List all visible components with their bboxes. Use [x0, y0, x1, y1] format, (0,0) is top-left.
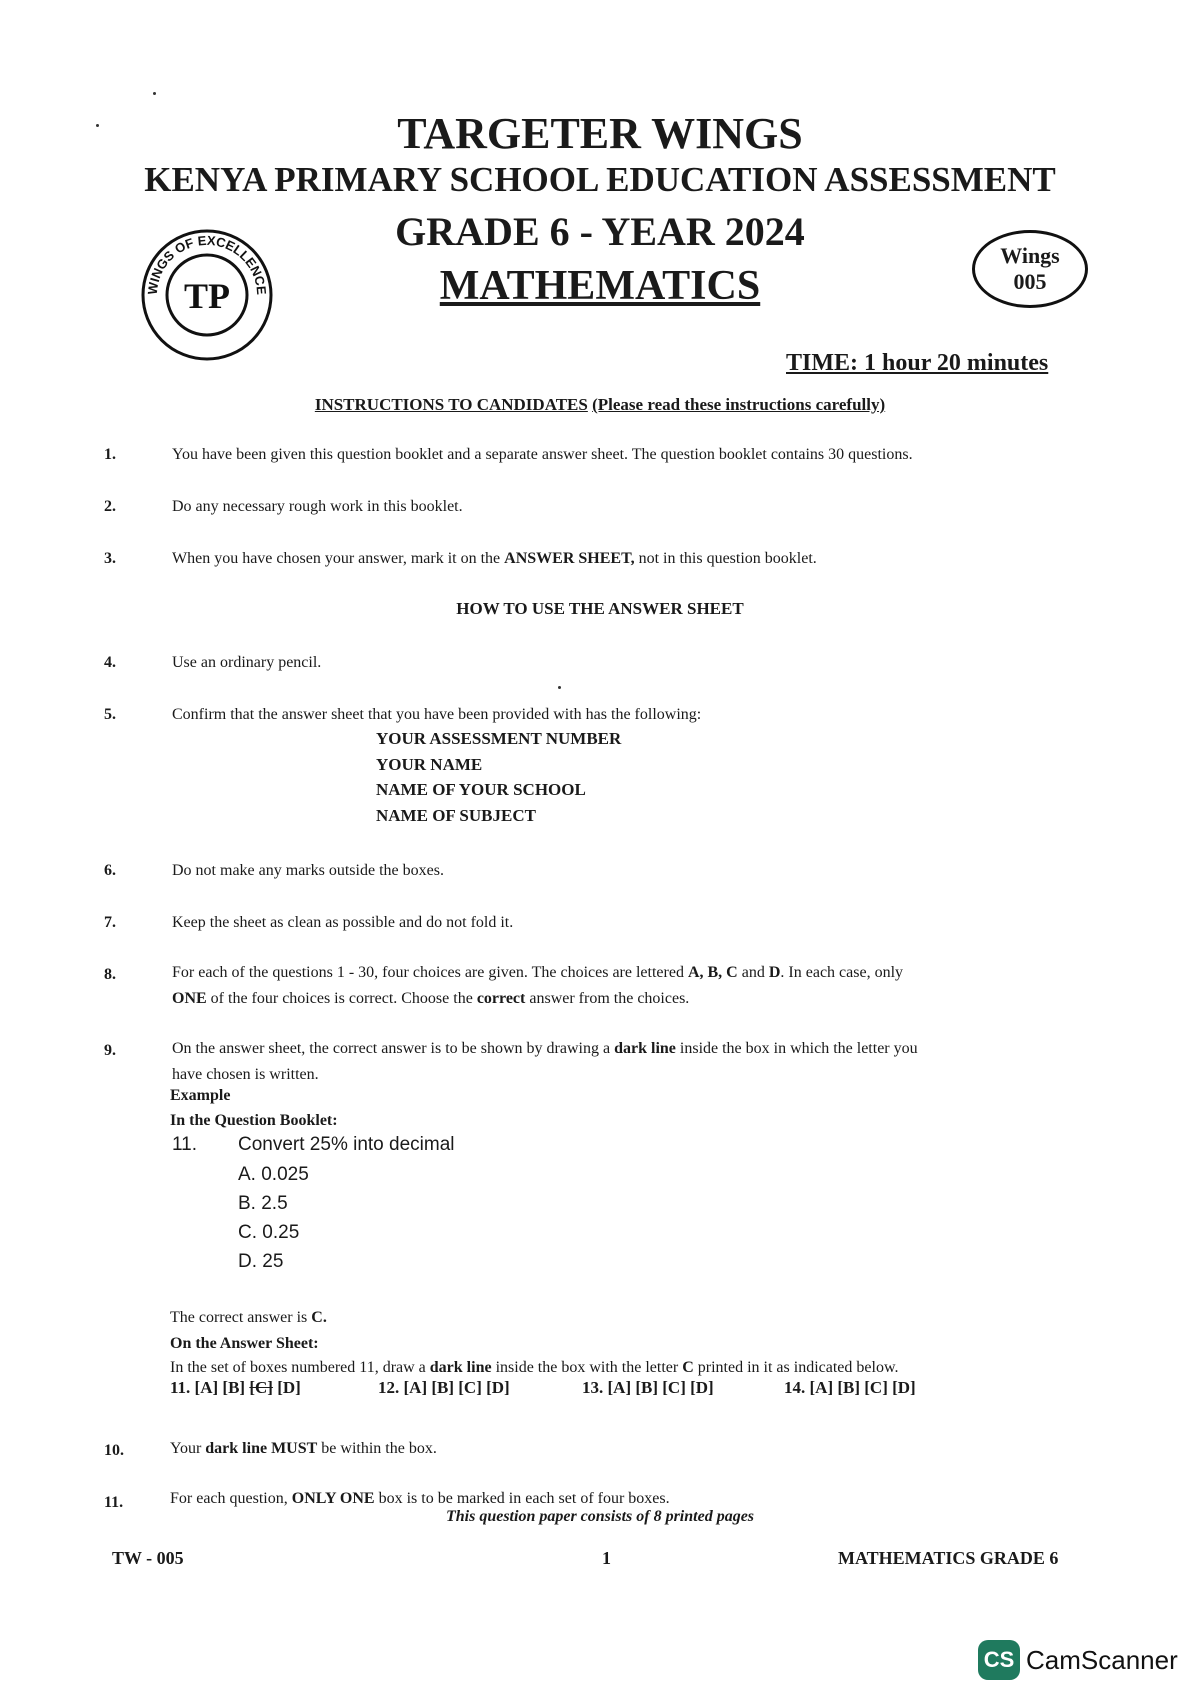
- stamp-line-1: Wings: [1000, 243, 1060, 268]
- checklist-item: NAME OF SUBJECT: [376, 805, 536, 825]
- example-option: A. 0.025: [238, 1164, 309, 1185]
- example-option: C. 0.25: [238, 1222, 300, 1243]
- item-number: 3.: [104, 550, 116, 567]
- item-number: 2.: [104, 498, 116, 515]
- item-number: 9.: [104, 1042, 116, 1059]
- instruction-text: On the answer sheet, the correct answer is to be shown by drawing a dark line inside the box in which the letter you have chosen is written.: [172, 1040, 918, 1083]
- answer-sheet-instruction: In the set of boxes numbered 11, draw a dark line inside the box with the letter C printed in it as indicated below.: [170, 1359, 899, 1376]
- logo-motto: WINGS OF EXCELLENCE: [144, 232, 270, 296]
- instruction-text: Do not make any marks outside the boxes.: [172, 862, 444, 879]
- stamp-line-2: 005: [1013, 269, 1047, 294]
- example-answer: The correct answer is C.: [170, 1309, 327, 1326]
- example-question-text: Convert 25% into decimal: [238, 1134, 455, 1155]
- checklist-item: YOUR NAME: [376, 754, 483, 774]
- answer-box-set-14: 14. [A] [B] [C] [D]: [784, 1378, 916, 1397]
- answer-box-set-13: 13. [A] [B] [C] [D]: [582, 1378, 714, 1397]
- grade-year-title: GRADE 6 - YEAR 2024: [395, 209, 805, 254]
- question-booklet-label: In the Question Booklet:: [170, 1112, 338, 1129]
- example-option: B. 2.5: [238, 1193, 288, 1214]
- answer-sheet-section-title: HOW TO USE THE ANSWER SHEET: [456, 599, 744, 618]
- footer-subject: MATHEMATICS GRADE 6: [838, 1548, 1059, 1568]
- time-allowed: TIME: 1 hour 20 minutes: [786, 350, 1049, 376]
- instruction-text: Confirm that the answer sheet that you have been provided with has the following:: [172, 706, 702, 723]
- checklist-item: NAME OF YOUR SCHOOL: [376, 780, 586, 799]
- printed-pages-note: This question paper consists of 8 printed pages: [445, 1508, 755, 1525]
- page-number: 1: [602, 1548, 611, 1568]
- answer-sheet-label: On the Answer Sheet:: [170, 1335, 319, 1352]
- scan-speck: [153, 92, 156, 95]
- instruction-text: Your dark line MUST be within the box.: [170, 1440, 437, 1457]
- item-number: 8.: [104, 966, 116, 983]
- school-logo: [140, 228, 274, 362]
- instruction-text: For each of the questions 1 - 30, four choices are given. The choices are lettered A, B, C and D. In each case, only ONE of the four choices is correct. Choose the correct answer from the choices.: [172, 964, 904, 1007]
- item-number: 4.: [104, 654, 116, 671]
- answer-box-set-12: 12. [A] [B] [C] [D]: [378, 1378, 510, 1397]
- subject-title: MATHEMATICS: [439, 263, 761, 309]
- instruction-text: You have been given this question booklet and a separate answer sheet. The question booklet contains 30 questions.: [172, 446, 913, 463]
- paper-code-stamp: [972, 230, 1088, 308]
- camscanner-watermark: [978, 1640, 1178, 1680]
- checklist-item: YOUR ASSESSMENT NUMBER: [376, 729, 622, 748]
- assessment-title: KENYA PRIMARY SCHOOL EDUCATION ASSESSMENT: [144, 160, 1056, 199]
- instruction-text: Do any necessary rough work in this booklet.: [172, 498, 463, 515]
- instruction-text: For each question, ONLY ONE box is to be marked in each set of four boxes.: [170, 1490, 670, 1507]
- scan-speck: [96, 124, 99, 127]
- item-number: 10.: [104, 1442, 124, 1459]
- instructions-title: INSTRUCTIONS TO CANDIDATES (Please read these instructions carefully): [314, 395, 886, 414]
- example-label: Example: [170, 1087, 231, 1104]
- item-number: 5.: [104, 706, 116, 723]
- answer-box-set-11: 11. [A] [B] [C] [D]: [170, 1378, 301, 1397]
- item-number: 11.: [104, 1494, 124, 1511]
- item-number: 7.: [104, 914, 116, 931]
- example-option: D. 25: [238, 1251, 284, 1272]
- paper-code: TW - 005: [112, 1548, 184, 1568]
- answer-sheet-checklist: [376, 726, 621, 828]
- example-question-number: 11.: [172, 1134, 198, 1155]
- camscanner-text: CamScanner: [1026, 1644, 1178, 1675]
- instruction-text: Use an ordinary pencil.: [172, 654, 322, 671]
- item-number: 6.: [104, 862, 116, 879]
- instruction-text: When you have chosen your answer, mark it on the ANSWER SHEET, not in this question booklet.: [172, 550, 817, 567]
- organization-title: TARGETER WINGS: [397, 109, 803, 158]
- instruction-text: Keep the sheet as clean as possible and do not fold it.: [172, 914, 514, 931]
- item-number: 1.: [104, 446, 116, 463]
- scan-speck: [558, 686, 561, 689]
- logo-letters: TP: [183, 276, 231, 316]
- camscanner-logo-icon: CS: [978, 1640, 1020, 1680]
